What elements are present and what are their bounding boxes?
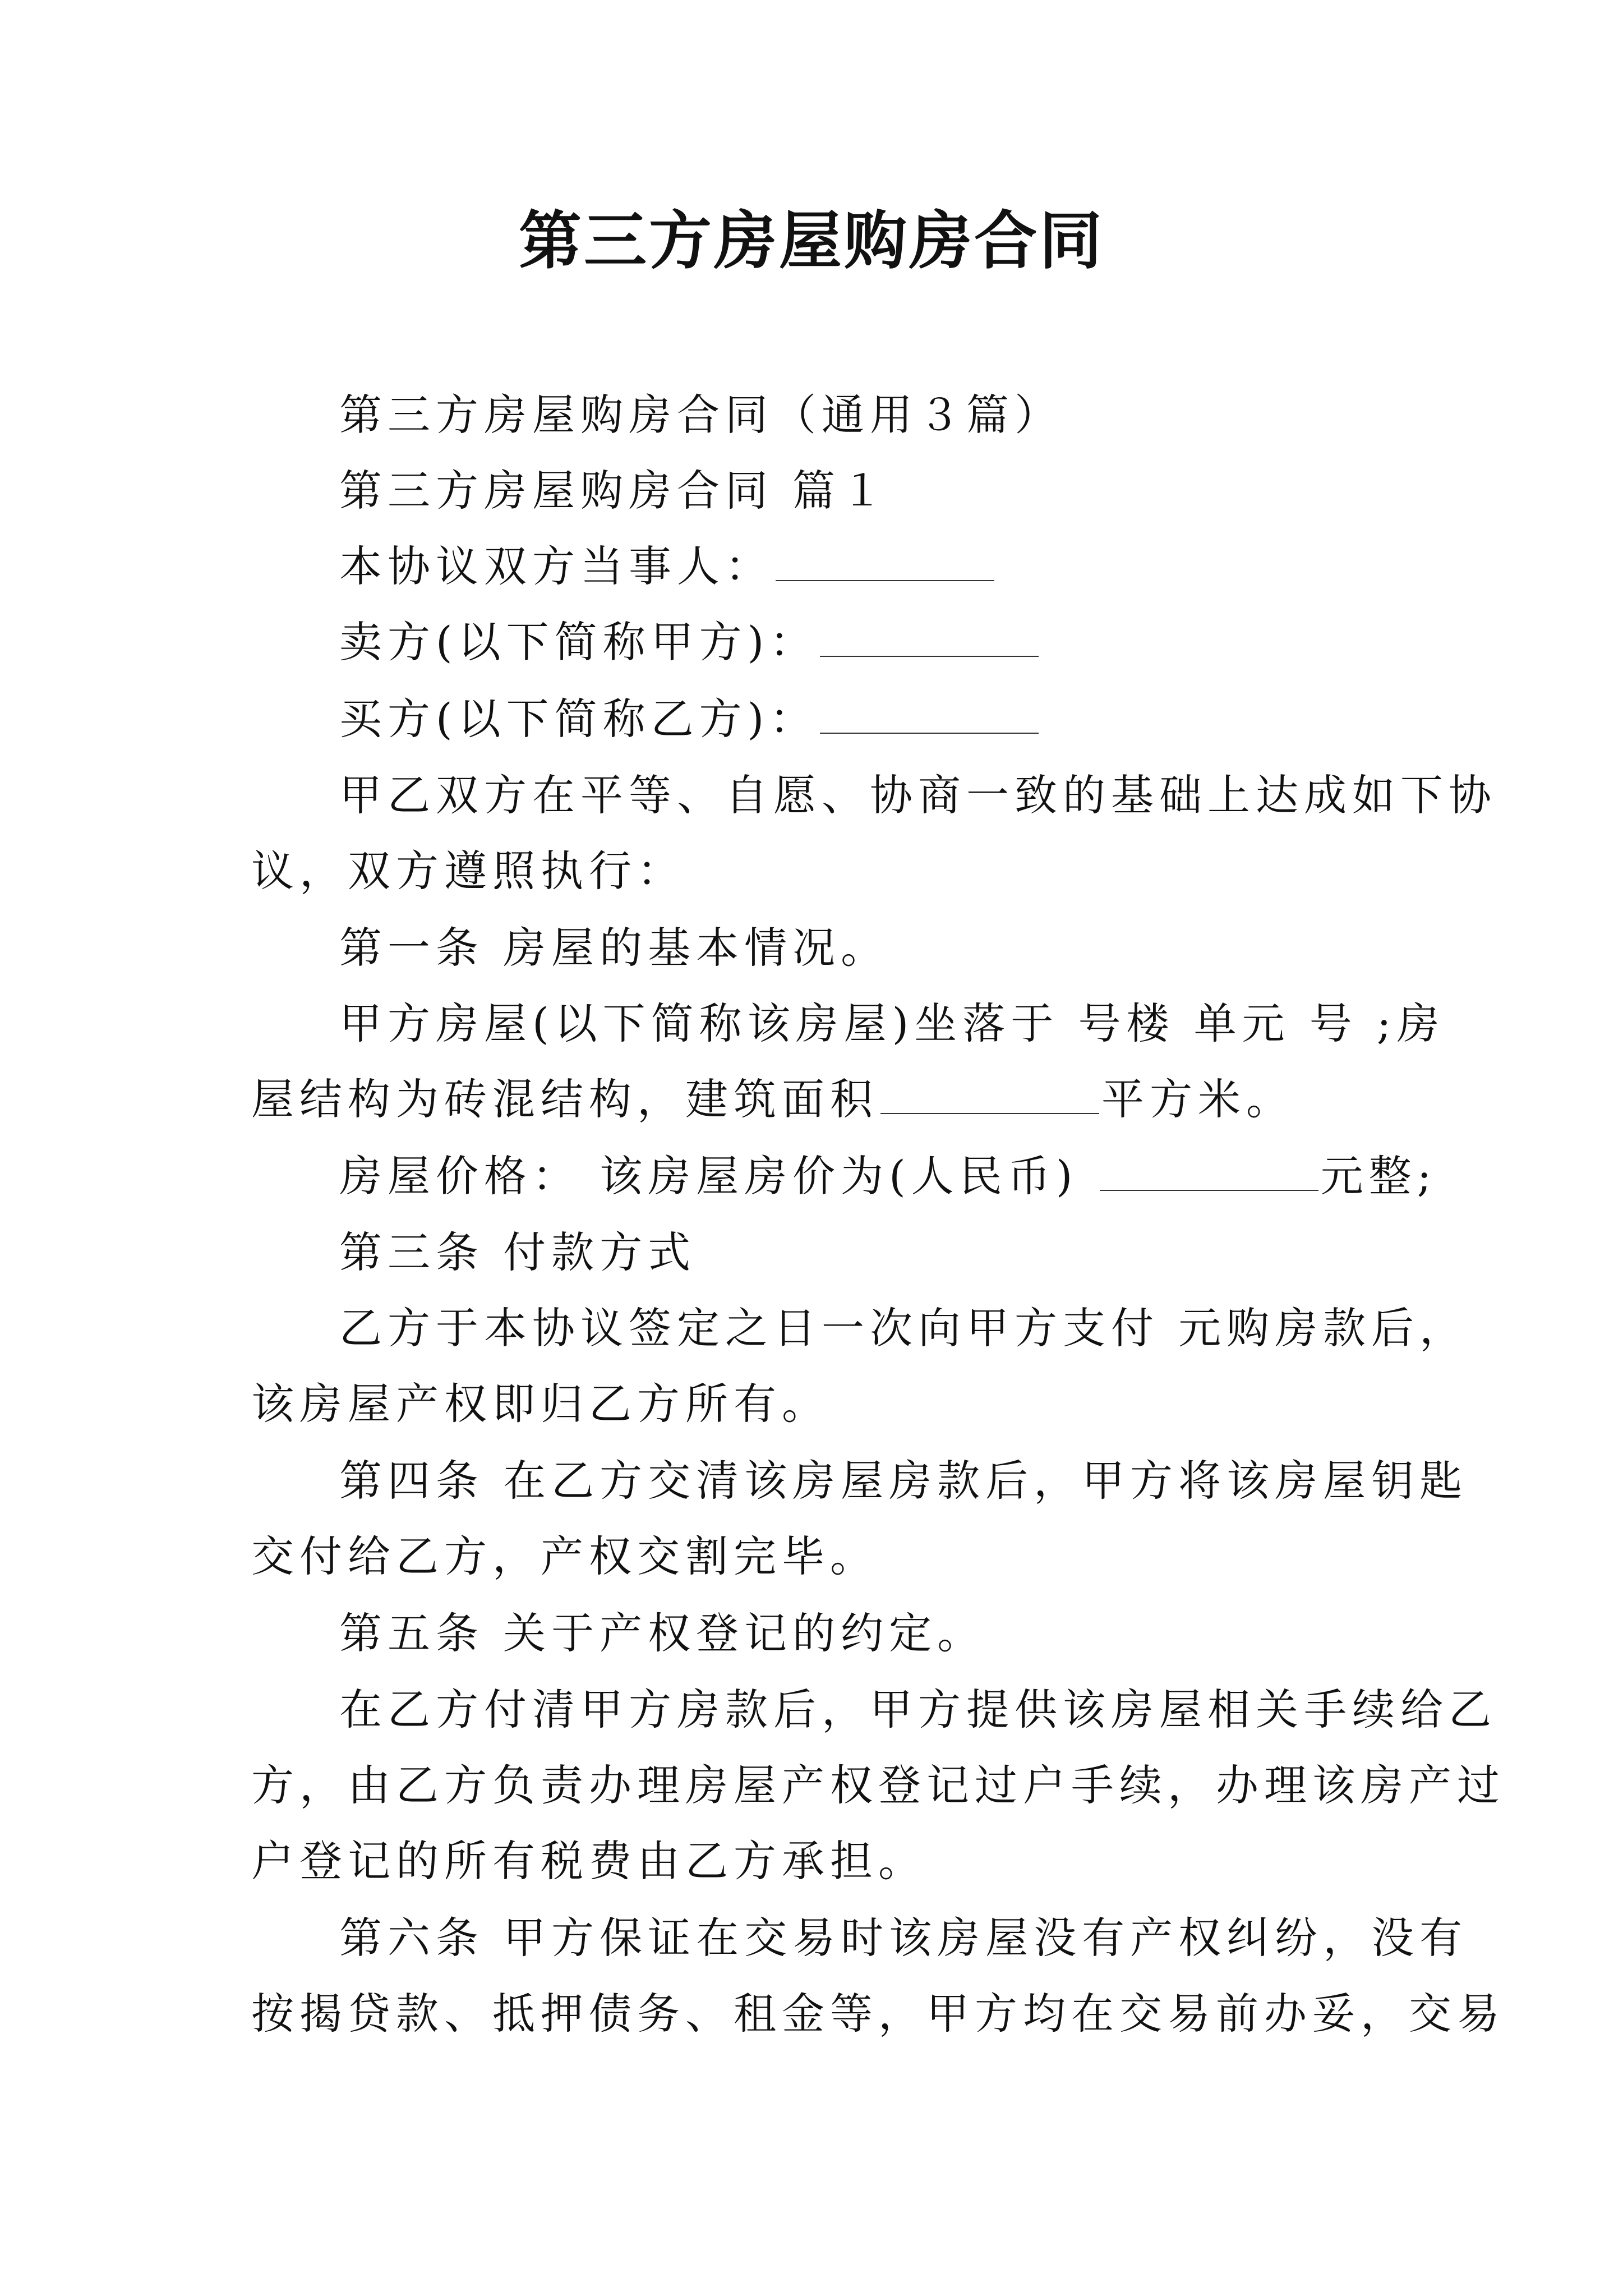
document-title: 第三方房屋购房合同 bbox=[519, 204, 1104, 278]
area-blank bbox=[880, 1079, 1099, 1114]
paragraph-line: 在乙方付清甲方房款后，甲方提供该房屋相关手续给乙 bbox=[339, 1685, 1497, 1734]
parties-line bbox=[339, 539, 1384, 595]
area-unit: 平方米。 bbox=[1101, 1074, 1294, 1124]
section-heading: 第三方房屋购房合同 篇１ bbox=[339, 466, 889, 516]
paragraph-line: 乙方于本协议签定之日一次向甲方支付 元购房款后， bbox=[339, 1303, 1468, 1353]
paragraph-line: 该房屋产权即归乙方所有。 bbox=[251, 1379, 830, 1429]
buyer-blank bbox=[820, 699, 1039, 734]
price-blank bbox=[1100, 1156, 1318, 1191]
buyer-label: 买方(以下简称乙方)： bbox=[339, 694, 818, 744]
paragraph-line: 户登记的所有税费由乙方承担。 bbox=[251, 1836, 926, 1886]
paragraph-line: 甲乙双方在平等、自愿、协商一致的基础上达成如下协 bbox=[339, 770, 1497, 820]
price-unit: 元整; bbox=[1320, 1151, 1437, 1201]
price-line bbox=[339, 1148, 1437, 1204]
seller-blank bbox=[820, 622, 1039, 657]
article-heading: 第一条 房屋的基本情况。 bbox=[339, 923, 889, 973]
parties-blank bbox=[776, 546, 994, 581]
price-label: 房屋价格： 该房屋房价为(人民币) bbox=[339, 1151, 1078, 1201]
area-line bbox=[251, 1071, 1384, 1128]
area-label: 屋结构为砖混结构，建筑面积 bbox=[251, 1074, 878, 1124]
seller-label: 卖方(以下简称甲方)： bbox=[339, 617, 818, 667]
article-heading: 第五条 关于产权登记的约定。 bbox=[339, 1608, 986, 1658]
paragraph-line: 交付给乙方，产权交割完毕。 bbox=[251, 1531, 878, 1581]
paragraph-line: 甲方房屋(以下简称该房屋)坐落于 号楼 单元 号 ;房 bbox=[339, 999, 1445, 1048]
seller-line bbox=[339, 614, 1384, 670]
article-heading: 第三条 付款方式 bbox=[339, 1227, 697, 1277]
buyer-line bbox=[339, 691, 1384, 747]
paragraph-line: 第六条 甲方保证在交易时该房屋没有产权纠纷，没有 bbox=[339, 1913, 1468, 1963]
paragraph-line: 方，由乙方负责办理房屋产权登记过户手续，办理该房产过 bbox=[251, 1760, 1505, 1810]
paragraph-line: 按揭贷款、抵押债务、租金等，甲方均在交易前办妥，交易 bbox=[251, 1989, 1505, 2039]
parties-label: 本协议双方当事人： bbox=[339, 541, 773, 591]
paragraph-line: 第四条 在乙方交清该房屋房款后，甲方将该房屋钥匙 bbox=[339, 1456, 1468, 1506]
subtitle-line: 第三方房屋购房合同（通用３篇） bbox=[339, 390, 1063, 440]
paragraph-line: 议，双方遵照执行： bbox=[251, 846, 685, 896]
